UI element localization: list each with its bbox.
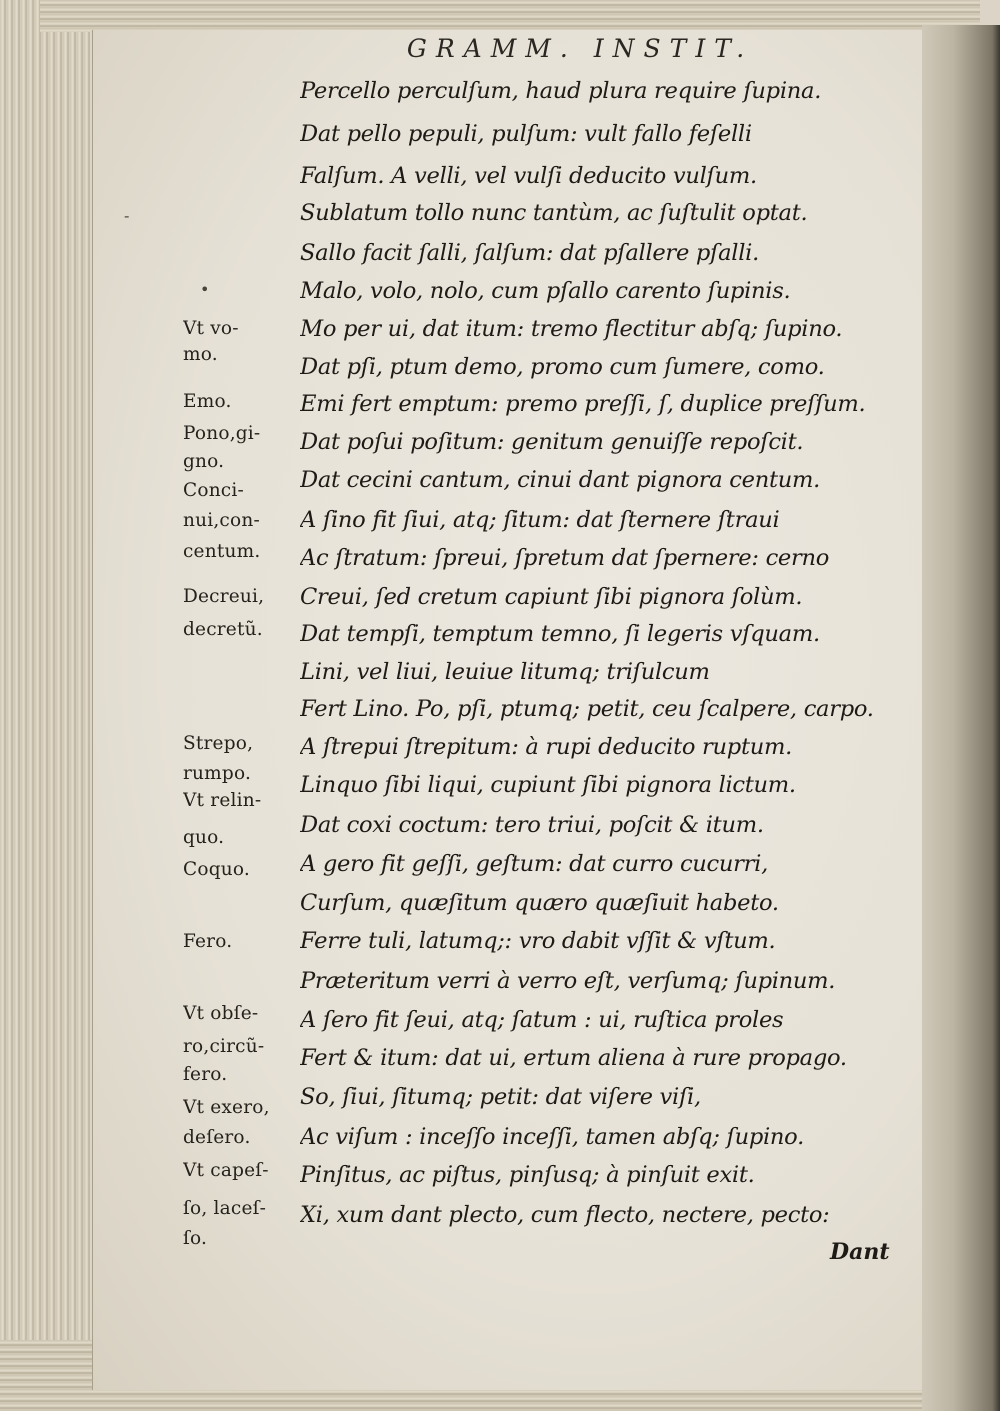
verse-line: Ac ſtratum: ſpreui, ſpretum dat ſpernere: cerno — [300, 545, 830, 571]
verse-line: A ſero fit ſeui, atq; ſatum : ui, ruſtica proles — [300, 1007, 784, 1033]
verse-line: Dat coxi coctum: tero triui, poſcit & itum. — [300, 812, 764, 838]
marginal-note: Conci- — [183, 480, 244, 501]
printer-mark: - — [124, 206, 130, 225]
verse-line: Dat pello pepuli, pulſum: vult fallo feſelli — [300, 121, 752, 147]
marginal-note: Emo. — [183, 391, 232, 412]
printer-mark: • — [200, 280, 210, 299]
marginal-note: Vt capeſ- — [183, 1160, 269, 1181]
page-edges-left — [0, 0, 90, 1411]
facing-page-gutter — [922, 25, 1000, 1411]
marginal-note: Coquo. — [183, 859, 250, 880]
marginal-note: Fero. — [183, 931, 233, 952]
verse-line: Dat cecini cantum, cinui dant pignora centum. — [300, 467, 821, 493]
verse-line: Sublatum tollo nunc tantùm, ac ſuſtulit optat. — [300, 200, 808, 226]
marginal-note: Vt exero, — [183, 1097, 270, 1118]
verse-line: Percello perculſum, haud plura require ſupina. — [300, 78, 822, 104]
marginal-note: ſo. — [183, 1228, 208, 1249]
verse-line: Dat poſui poſitum: genitum genuiſſe repoſcit. — [300, 429, 804, 455]
marginal-note: quo. — [183, 827, 225, 848]
verse-line: Mo per ui, dat itum: tremo flectitur abſq; ſupino. — [300, 316, 843, 342]
marginal-note: nui,con- — [183, 510, 260, 531]
verse-line: Fert & itum: dat ui, ertum aliena à rure propago. — [300, 1045, 847, 1071]
verse-line: Ferre tuli, latumq;: vro dabit vſſit & vſtum. — [300, 928, 776, 954]
marginal-note: deſero. — [183, 1127, 251, 1148]
verse-line: Sallo facit ſalli, ſalſum: dat pſallere pſalli. — [300, 240, 759, 266]
marginal-note: Vt obſe- — [183, 1003, 259, 1024]
verse-line: Fert Lino. Po, pſi, ptumq; petit, ceu ſcalpere, carpo. — [300, 696, 874, 722]
marginal-note: Decreui, — [183, 586, 265, 607]
marginal-note: Strepo, — [183, 733, 254, 754]
catchword: Dant — [830, 1239, 890, 1265]
verse-line: Præteritum verri à verro eſt, verſumq; ſupinum. — [300, 968, 836, 994]
verse-line: A ſtrepui ſtrepitum: à rupi deducito ruptum. — [300, 734, 793, 760]
marginal-note: ſo, laceſ- — [183, 1198, 267, 1219]
verse-line: Creui, ſed cretum capiunt ſibi pignora ſolùm. — [300, 584, 803, 610]
verse-line: Malo, volo, nolo, cum pſallo carento ſupinis. — [300, 278, 791, 304]
verse-line: Lini, vel liui, leuiue litumq; triſulcum — [300, 659, 710, 685]
verse-line: Ac viſum : inceſſo inceſſi, tamen abſq; ſupino. — [300, 1124, 804, 1150]
marginal-note: rumpo. — [183, 763, 252, 784]
marginal-note: decretũ. — [183, 619, 263, 640]
marginal-note: Vt vo- — [183, 318, 239, 339]
running-head: GRAMM. INSTIT. — [406, 34, 754, 63]
verse-line: Emi fert emptum: premo preſſi, ſ, duplice preſſum. — [300, 391, 866, 417]
marginal-note: fero. — [183, 1064, 228, 1085]
marginal-note: Vt relin- — [183, 790, 262, 811]
verse-line: Curſum, quæſitum quæro quæſiuit habeto. — [300, 890, 779, 916]
verse-line: So, ſiui, ſitumq; petit: dat viſere viſi, — [300, 1084, 701, 1110]
verse-line: Xi, xum dant plecto, cum flecto, nectere, pecto: — [300, 1202, 830, 1228]
marginal-note: centum. — [183, 541, 261, 562]
marginal-note: ro,circũ- — [183, 1036, 265, 1057]
page-edges-top — [40, 0, 980, 32]
marginal-note: gno. — [183, 451, 225, 472]
verse-line: Dat pſi, ptum demo, promo cum ſumere, como. — [300, 354, 825, 380]
verse-line: Dat tempſi, temptum temno, ſi legeris vſquam. — [300, 621, 820, 647]
verse-line: Pinſitus, ac piſtus, pinſusq; à pinſuit exit. — [300, 1162, 755, 1188]
verse-line: A ſino fit ſiui, atq; ſitum: dat ſternere ſtraui — [300, 507, 780, 533]
marginal-note: mo. — [183, 344, 218, 365]
marginal-note: Pono,gi- — [183, 423, 261, 444]
verse-line: Linquo ſibi liqui, cupiunt ſibi pignora lictum. — [300, 772, 796, 798]
verse-line: Falſum. A velli, vel vulſi deducito vulſum. — [300, 163, 757, 189]
verse-line: A gero fit geſſi, geſtum: dat curro cucurri, — [300, 851, 768, 877]
